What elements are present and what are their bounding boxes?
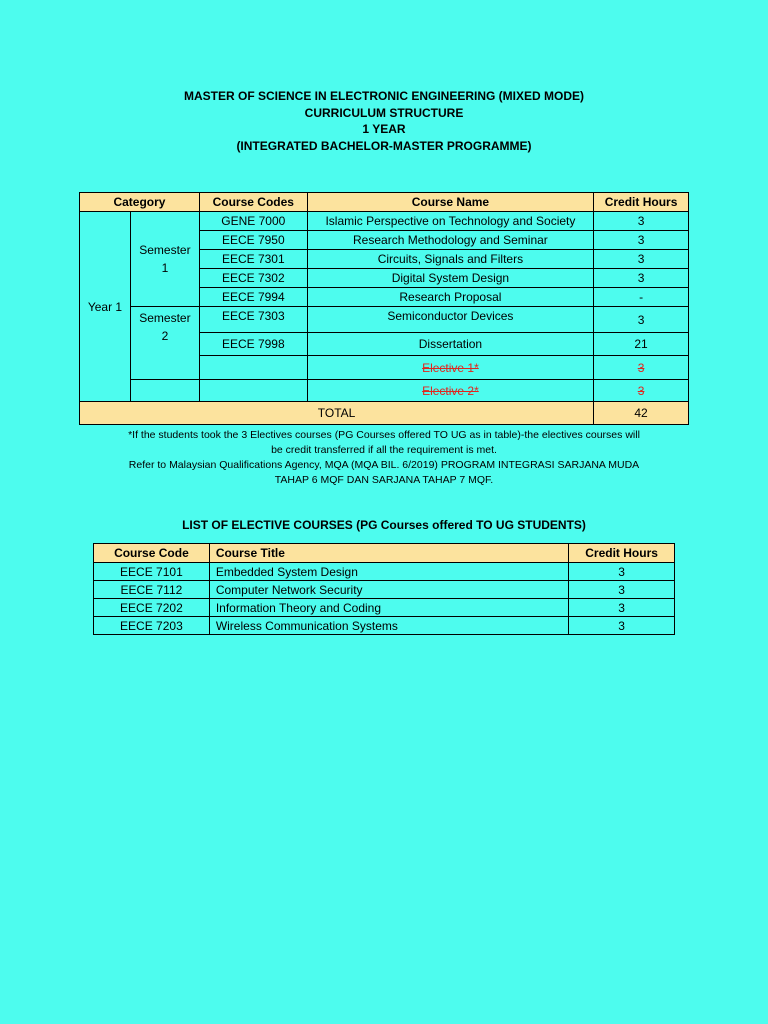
course-code: EECE 7994 <box>199 288 307 307</box>
total-value: 42 <box>594 402 689 425</box>
course-code: EECE 7112 <box>94 581 210 599</box>
credit-hours: 3 <box>594 307 689 333</box>
course-name: Dissertation <box>307 333 593 356</box>
table-row <box>94 563 675 581</box>
heading-line-2: CURRICULUM STRUCTURE <box>304 105 464 120</box>
course-code <box>199 356 307 380</box>
course-name: Circuits, Signals and Filters <box>307 250 593 269</box>
curriculum-table <box>79 192 689 425</box>
course-code: GENE 7000 <box>199 212 307 231</box>
year-cell: Year 1 <box>80 212 131 402</box>
course-name: Research Proposal <box>307 288 593 307</box>
table-row <box>80 212 689 231</box>
course-title: Computer Network Security <box>209 581 568 599</box>
table-row <box>80 380 689 402</box>
credit-hours: 3 <box>569 617 675 635</box>
credit-hours: - <box>594 288 689 307</box>
header-course-title: Course Title <box>209 544 568 563</box>
curriculum-header-row <box>80 193 689 212</box>
header-course-codes: Course Codes <box>199 193 307 212</box>
course-code: EECE 7301 <box>199 250 307 269</box>
elective-list-title: LIST OF ELECTIVE COURSES (PG Courses offered TO UG STUDENTS) <box>182 518 586 532</box>
credit-hours: 3 <box>594 212 689 231</box>
heading-line-4: (INTEGRATED BACHELOR-MASTER PROGRAMME) <box>236 138 532 153</box>
header-category: Category <box>80 193 200 212</box>
semester-2-cell <box>130 307 199 380</box>
elective-1-name: Elective 1* <box>307 356 593 380</box>
table-row <box>94 617 675 635</box>
document-heading <box>0 88 768 154</box>
footnote <box>0 428 768 488</box>
footnote-line-2: be credit transferred if all the requirement is met. <box>271 444 497 456</box>
course-code: EECE 7303 <box>199 307 307 333</box>
course-code: EECE 7202 <box>94 599 210 617</box>
elective-2-name: Elective 2* <box>307 380 593 402</box>
semester-2-label: Semester 2 <box>139 311 191 343</box>
heading-line-1: MASTER OF SCIENCE IN ELECTRONIC ENGINEERING (MIXED MODE) <box>183 89 585 103</box>
elective-2-credit: 3 <box>594 380 689 402</box>
semester-1-cell <box>130 212 199 307</box>
semester-1-label: Semester 1 <box>139 243 191 275</box>
course-code: EECE 7101 <box>94 563 210 581</box>
elective-1-credit: 3 <box>594 356 689 380</box>
course-name: Islamic Perspective on Technology and Society <box>307 212 593 231</box>
footnote-line-1: *If the students took the 3 Electives courses (PG Courses offered TO UG as in table)-the electives courses will <box>128 429 640 441</box>
course-code: EECE 7998 <box>199 333 307 356</box>
course-title: Embedded System Design <box>209 563 568 581</box>
course-title: Information Theory and Coding <box>209 599 568 617</box>
course-code: EECE 7302 <box>199 269 307 288</box>
elective-courses-table <box>93 543 675 635</box>
table-row <box>94 599 675 617</box>
credit-hours: 3 <box>594 250 689 269</box>
course-code: EECE 7203 <box>94 617 210 635</box>
credit-hours: 3 <box>594 269 689 288</box>
course-code: EECE 7950 <box>199 231 307 250</box>
header-course-code: Course Code <box>94 544 210 563</box>
heading-line-3: 1 YEAR <box>362 122 406 136</box>
course-name: Semiconductor Devices <box>307 307 593 333</box>
credit-hours: 3 <box>569 581 675 599</box>
course-code <box>199 380 307 402</box>
credit-hours: 3 <box>569 563 675 581</box>
footnote-line-4: TAHAP 6 MQF DAN SARJANA TAHAP 7 MQF. <box>274 474 494 486</box>
course-title: Wireless Communication Systems <box>209 617 568 635</box>
header-course-name: Course Name <box>307 193 593 212</box>
course-name: Research Methodology and Seminar <box>307 231 593 250</box>
header-credit-hours: Credit Hours <box>569 544 675 563</box>
footnote-line-3: Refer to Malaysian Qualifications Agency, MQA (MQA BIL. 6/2019) PROGRAM INTEGRASI SARJANA MUDA <box>128 459 640 471</box>
credit-hours: 3 <box>594 231 689 250</box>
table-row <box>80 307 689 333</box>
blank-semester-cell <box>130 380 199 402</box>
total-row <box>80 402 689 425</box>
credit-hours: 21 <box>594 333 689 356</box>
total-label: TOTAL <box>80 402 594 425</box>
table-row <box>94 581 675 599</box>
header-credit-hours: Credit Hours <box>594 193 689 212</box>
course-name: Digital System Design <box>307 269 593 288</box>
elective-header-row <box>94 544 675 563</box>
credit-hours: 3 <box>569 599 675 617</box>
